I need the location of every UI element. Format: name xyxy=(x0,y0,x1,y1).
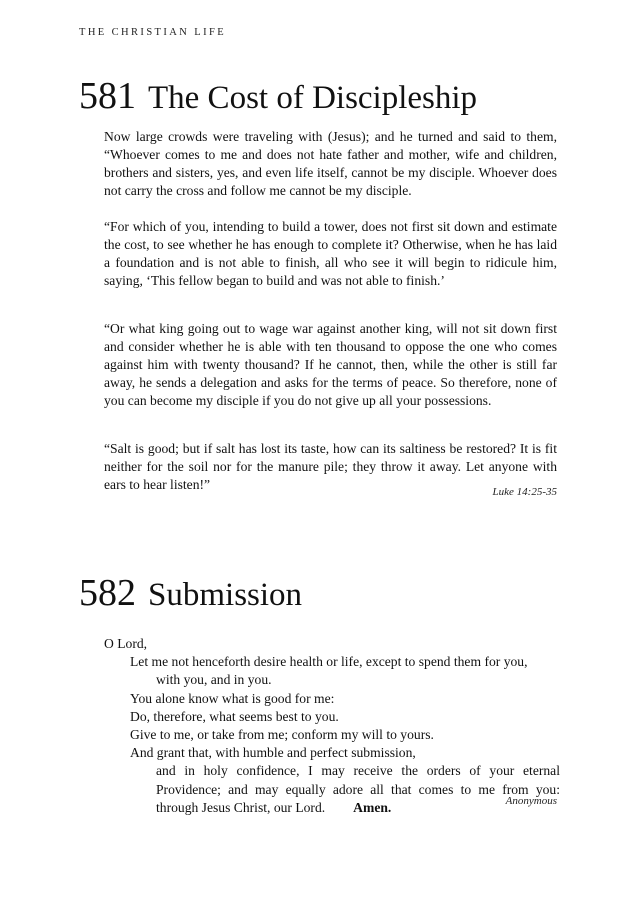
section-582-prayer xyxy=(104,635,560,817)
paragraph-text: “For which of you, intending to build a tower, does not first sit down and estimate the cost, to see whether he has enough to complete it? Otherwise, when he has laid a foundation and is not able to finish, all who see it will begin to ridicule him, saying, ‘This fellow began to build and was not able to finish.’ xyxy=(104,219,557,288)
section-581-title: The Cost of Discipleship xyxy=(148,80,478,116)
section-581-paragraph-2 xyxy=(104,218,557,290)
prayer-line: Providence; and may equally adore all that comes to me from you: xyxy=(156,781,560,797)
paragraph-text: “Or what king going out to wage war against another king, will not sit down first and consider whether he is able with ten thousand to oppose the one who comes against him with twenty thousand? If he cannot, then, while the other is still far away, he sends a delegation and asks for the terms of peace. So therefore, none of you can become my disciple if you do not give up all your possessions. xyxy=(104,321,557,408)
section-581-number: 581 xyxy=(79,75,136,117)
paragraph-text: “Salt is good; but if salt has lost its taste, how can its saltiness be restored? It is fit neither for the soil nor for the manure pile; they throw it away. Let anyone with ears to hear listen!” xyxy=(104,441,557,492)
prayer-line: Give to me, or take from me; conform my will to yours. xyxy=(130,727,434,743)
prayer-line: And grant that, with humble and perfect submission, xyxy=(130,745,416,761)
paragraph-text: Now large crowds were traveling with (Jesus); and he turned and said to them, “Whoever comes to me and does not hate father and mother, wife and children, brothers and sisters, yes, and even life itself, cannot be my disciple. Whoever does not carry the cross and follow me cannot be my disciple. xyxy=(104,129,557,198)
section-581-paragraph-3 xyxy=(104,320,557,410)
prayer-line: and in holy confidence, I may receive the orders of your eternal xyxy=(156,763,560,779)
section-582-title: Submission xyxy=(148,577,303,613)
amen: Amen. xyxy=(353,799,392,815)
prayer-line: Let me not henceforth desire health or life, except to spend them for you, xyxy=(130,654,528,670)
prayer-line: Do, therefore, what seems best to you. xyxy=(130,708,339,724)
prayer-closing-text: through Jesus Christ, our Lord. xyxy=(156,799,326,815)
prayer-line: O Lord, xyxy=(104,636,148,651)
section-582-heading xyxy=(79,571,302,615)
running-head: THE CHRISTIAN LIFE xyxy=(79,27,227,38)
section-581-heading xyxy=(79,74,477,118)
section-581-paragraph-1 xyxy=(104,128,557,200)
prayer-line: You alone know what is good for me: xyxy=(130,690,335,706)
section-582-attribution: Anonymous xyxy=(505,795,557,807)
section-581-citation: Luke 14:25-35 xyxy=(492,486,557,498)
prayer-line: with you, and in you. xyxy=(156,672,272,688)
section-582-number: 582 xyxy=(79,572,136,614)
prayer-closing-line xyxy=(104,799,560,817)
section-581-paragraph-4 xyxy=(104,440,557,494)
